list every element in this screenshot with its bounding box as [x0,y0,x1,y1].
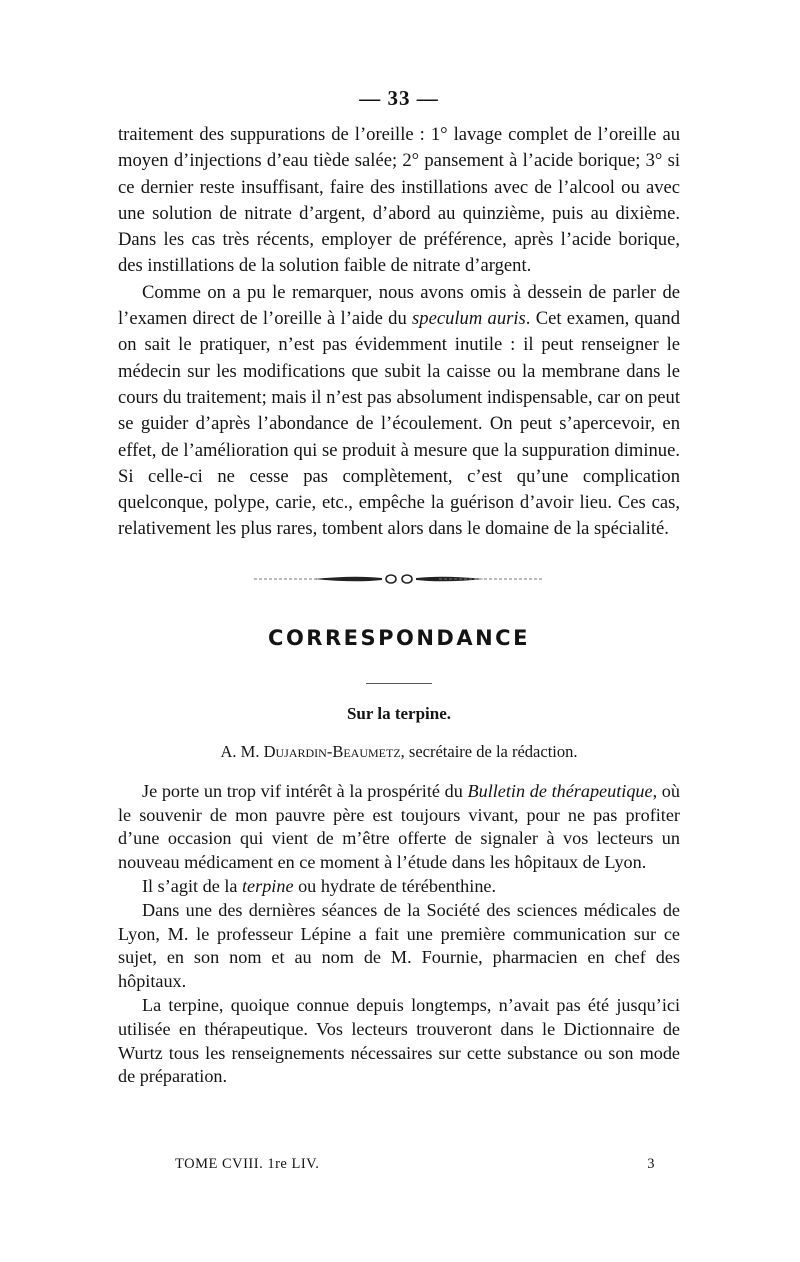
letter-subtitle: Sur la terpine. [346,703,452,723]
paragraph-text-after: ou hydrate de térébenthine. [293,875,497,896]
page-number: — 33 — [359,86,439,110]
section-title: CORRESPONDANCE [268,625,530,650]
paragraph-text-before: Il s’agit de la [142,875,242,896]
sheet-number: 3 [647,1156,655,1172]
paragraph-text-before: Comme on a pu le remarquer, nous avons omis à dessein de parler de l’examen direct de l’oreille à l’aide du [118,281,680,330]
letter-paragraph [118,994,680,1089]
italic-title: Bulletin de thérapeutique [467,780,653,801]
printer-signature: TOME CVIII. 1re LIV. [175,1156,320,1172]
document-page [118,84,680,1089]
italic-term: terpine [242,875,294,896]
paragraph-treatment [118,122,680,280]
section-rule [366,683,432,684]
letter-paragraph [118,899,680,994]
addressee-prefix: A. M. [220,741,264,761]
addressee-name: Dujardin-Beaumetz [263,741,401,761]
paragraph-text: La terpine, quoique connue depuis longtemps, n’avait pas été jusqu’ici utilisée en thérapeutique. Vos lecteurs trouveront dans le Dictionnaire de Wurtz tous les renseignements nécessaires sur cette substance ou son mode de préparation. [118,994,680,1087]
ornament-divider [254,569,544,589]
paragraph-text-after: . Cet examen, quand on sait le pratiquer, n’est pas évidemment inutile : il peut renseigner le médecin sur les modifications que subit la caisse ou la membrane dans le cours du traitement; mais il n’est pas absolument indispensable, car on peut se guider d’après l’abondance de l’écoulement. On peut s’apercevoir, en effet, de l’amélioration qui se produit à mesure que la suppuration diminue. Si celle-ci ne cesse pas complètement, c’est qu’une complication quelconque, polype, carie, etc., empêche la guérison d’avoir lieu. Ces cas, relativement les plus rares, tombent alors dans le domaine de la spécialité. [118,308,680,540]
letter-addressee [118,740,680,764]
paragraph-speculum [118,280,680,543]
letter-paragraph [118,780,680,875]
letter-paragraph [118,875,680,899]
letter-body [118,780,680,1089]
paragraph-text-before: Je porte un trop vif intérêt à la prospérité du [142,780,468,801]
paragraph-text-after: , où le souvenir de mon pauvre père est toujours vivant, pour ne pas profiter d’une occasion qui vient de m’être offerte de signaler à vos lecteurs un nouveau médicament en ce moment à l’étude dans les hôpitaux de Lyon. [118,780,680,873]
paragraph-text: traitement des suppurations de l’oreille : 1° lavage complet de l’oreille au moyen d’injections d’eau tiède salée; 2° pansement à l’acide borique; 3° si ce dernier reste insuffisant, faire des instillations avec de l’alcool ou avec une solution de nitrate d’argent, d’abord au quinzième, puis au dixième. Dans les cas très récents, employer de préférence, après l’acide borique, des instillations de la solution faible de nitrate d’argent. [118,124,680,277]
addressee-suffix: , secrétaire de la rédaction. [400,741,578,761]
page-footer [175,1154,655,1174]
paragraph-text: Dans une des dernières séances de la Société des sciences médicales de Lyon, M. le professeur Lépine a fait une première communication sur ce sujet, en son nom et au nom de M. Fournie, pharmacien en chef des hôpitaux. [118,899,680,992]
italic-term: speculum auris [412,308,526,330]
